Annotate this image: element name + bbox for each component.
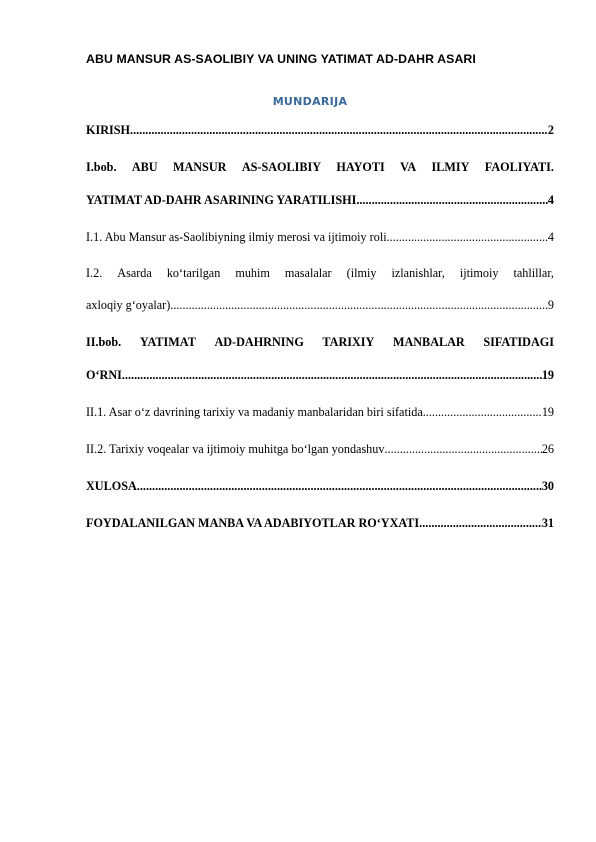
toc-word: muhim xyxy=(235,266,270,280)
toc-word: ko‘tarilgan xyxy=(166,266,221,280)
toc-word: II.bob. xyxy=(86,335,122,349)
toc-entry-section-1-2-line-1[interactable] xyxy=(86,265,554,281)
toc-page-number: 9 xyxy=(547,298,554,312)
toc-word: ABU xyxy=(131,160,158,174)
toc-word: ILMIY xyxy=(431,160,470,174)
toc-entry-label: II.2. Tarixiy voqealar va ijtimoiy muhitga bo‘lgan yondashuv xyxy=(86,442,385,456)
toc-entry-label: KIRISH xyxy=(86,123,131,137)
toc-word: VA xyxy=(400,160,417,174)
toc-word: Asarda xyxy=(117,266,152,280)
toc-entry-chapter-1-line-1[interactable] xyxy=(86,159,554,175)
toc-word: AD-DAHRNING xyxy=(214,335,304,349)
toc-entry-label: XULOSA xyxy=(86,479,137,493)
toc-entry-section-1-1[interactable] xyxy=(86,229,554,245)
toc-leader-dots xyxy=(122,367,542,383)
toc-page-number: 31 xyxy=(541,516,554,530)
toc-entry-label: I.1. Abu Mansur as-Saolibiyning ilmiy merosi va ijtimoiy roli xyxy=(86,230,387,244)
toc-leader-dots xyxy=(419,515,542,531)
toc-word: FAOLIYATI. xyxy=(484,160,554,174)
toc-leader-dots xyxy=(384,441,541,457)
toc-word: HAYOTI xyxy=(336,160,385,174)
toc-entry-bibliography[interactable] xyxy=(86,515,554,531)
toc-page-number: 19 xyxy=(541,368,554,382)
toc-page-number: 19 xyxy=(541,405,554,419)
toc-entry-xulosa[interactable] xyxy=(86,478,554,494)
toc-entry-kirish[interactable] xyxy=(86,122,554,138)
toc-word: I.bob. xyxy=(86,160,117,174)
toc-entry-label: YATIMAT AD-DAHR ASARINING YARATILISHI xyxy=(86,193,357,207)
toc-entry-chapter-2-line-2[interactable] xyxy=(86,367,554,383)
toc-word: masalalar xyxy=(284,266,332,280)
toc-entry-label: FOYDALANILGAN MANBA VA ADABIYOTLAR RO‘YXATI xyxy=(86,516,420,530)
toc-leader-dots xyxy=(423,404,542,420)
toc-leader-dots xyxy=(387,229,548,245)
toc-word: SIFATIDAGI xyxy=(483,335,554,349)
toc-leader-dots xyxy=(130,122,548,138)
toc-word: AS-SAOLIBIY xyxy=(241,160,322,174)
toc-entry-label: O‘RNI xyxy=(86,368,122,382)
toc-page-number: 2 xyxy=(547,123,554,137)
toc-page-number: 30 xyxy=(541,479,554,493)
toc-entry-label: axloqiy g‘oyalar) xyxy=(86,298,171,312)
toc-entry-label: II.1. Asar o‘z davrining tarixiy va madaniy manbalaridan biri sifatida xyxy=(86,405,423,419)
toc-word: TARIXIY xyxy=(322,335,375,349)
toc-page-number: 4 xyxy=(547,230,554,244)
toc-word: MANSUR xyxy=(172,160,227,174)
toc-entry-section-1-2-line-2[interactable] xyxy=(86,297,554,313)
document-title: ABU MANSUR AS-SAOLIBIY VA UNING YATIMAT AD-DAHR ASARI xyxy=(86,52,476,66)
toc-word: I.2. xyxy=(86,266,103,280)
toc-leader-dots xyxy=(356,192,548,208)
toc-entry-chapter-2-line-1[interactable] xyxy=(86,334,554,350)
toc-entry-chapter-1-line-2[interactable] xyxy=(86,192,554,208)
toc-leader-dots xyxy=(170,297,548,313)
toc-word: tahlillar, xyxy=(513,266,554,280)
toc-page-number: 26 xyxy=(541,442,554,456)
toc-entry-section-2-1[interactable] xyxy=(86,404,554,420)
toc-leader-dots xyxy=(137,478,542,494)
toc-word: YATIMAT xyxy=(139,335,196,349)
toc-page-number: 4 xyxy=(547,193,554,207)
toc-entry-section-2-2[interactable] xyxy=(86,441,554,457)
toc-word: izlanishlar, xyxy=(391,266,445,280)
toc-word: ijtimoiy xyxy=(459,266,499,280)
toc-word: (ilmiy xyxy=(346,266,377,280)
toc-heading: MUNDARIJA xyxy=(272,95,348,108)
toc-word: MANBALAR xyxy=(392,335,465,349)
